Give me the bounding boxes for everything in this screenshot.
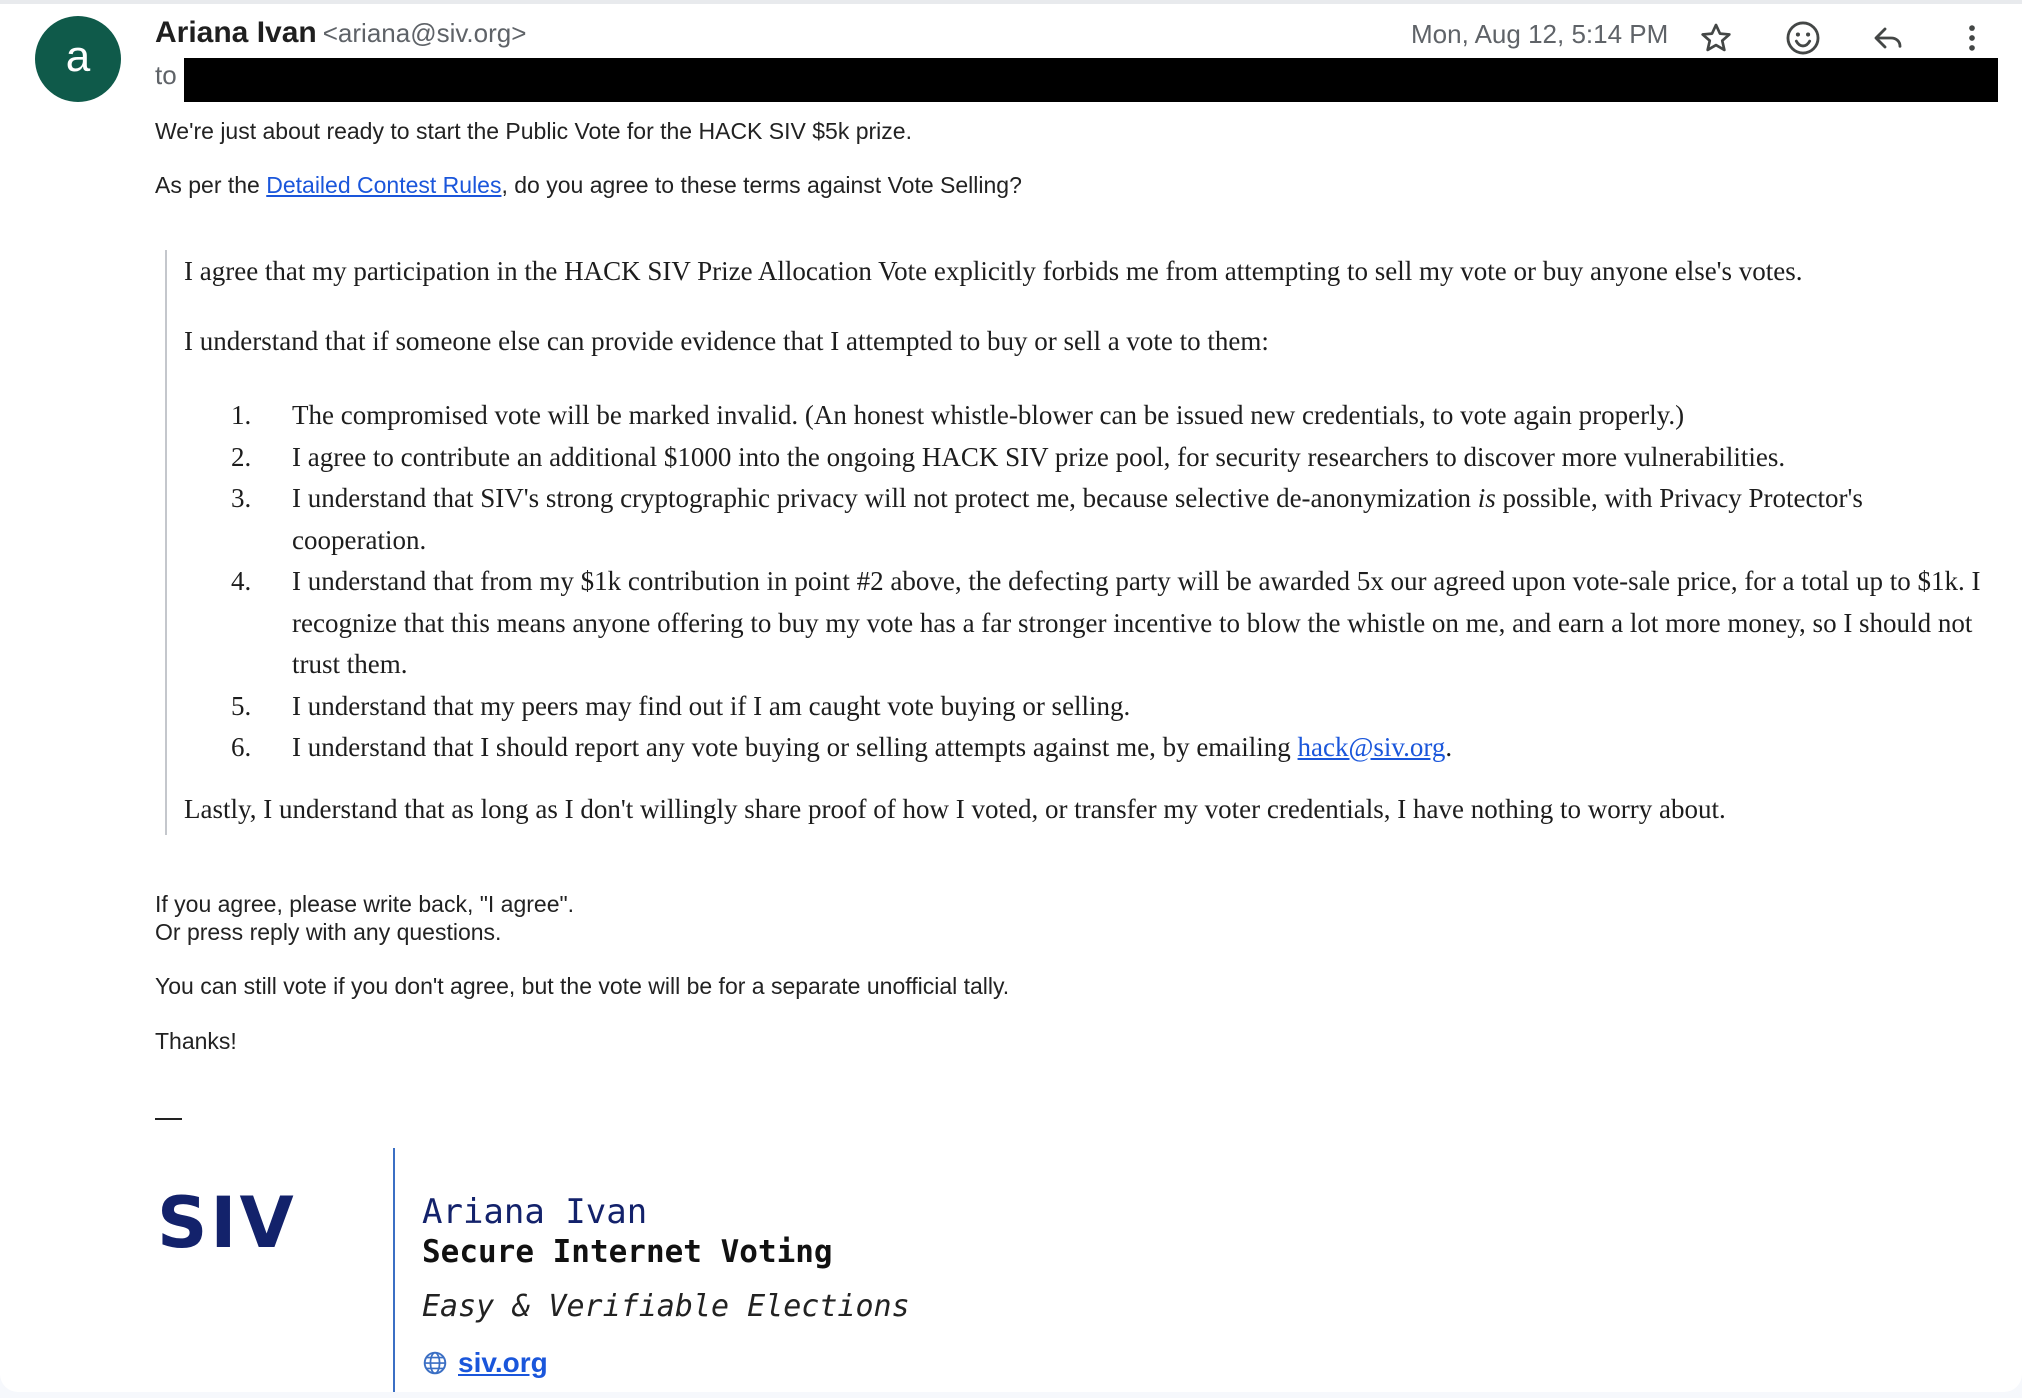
signature-divider	[393, 1148, 395, 1392]
website-link[interactable]: siv.org	[458, 1347, 548, 1378]
item-text-before: I understand that SIV's strong cryptographic privacy will not protect me, because selective de-anonymization	[292, 483, 1478, 513]
signature-separator	[155, 1118, 182, 1120]
siv-logo: SIV	[157, 1182, 297, 1264]
agree-instruction: If you agree, please write back, "I agree".	[155, 891, 575, 917]
item-text-before: I understand that I should report any vote buying or selling attempts against me, by emailing	[292, 732, 1298, 762]
avatar[interactable]: a	[35, 16, 121, 102]
agree-statement: I agree that my participation in the HACK SIV Prize Allocation Vote explicitly forbids me from attempting to sell my vote or buy anyone else's votes.	[184, 256, 1803, 286]
item-text: I understand that from my $1k contribution in point #2 above, the defecting party will be awarded 5x our agreed upon vote-sale price, for a total up to $1k. I recognize that this means anyone offering to buy my vote has a far stronger incentive to blow the whistle on me, and earn a lot more money, so I should not trust them.	[292, 566, 1981, 679]
reply-icon[interactable]	[1864, 14, 1912, 62]
item-text-after: .	[1445, 732, 1453, 762]
item-number: 5.	[231, 690, 252, 721]
more-vert-icon[interactable]	[1948, 14, 1996, 62]
item-number: 4.	[231, 566, 252, 596]
hack-email-link[interactable]: hack@siv.org	[1297, 732, 1446, 762]
list-item	[184, 437, 1984, 479]
star-icon[interactable]	[1692, 14, 1740, 62]
signature-tagline: Easy & Verifiable Elections	[422, 1289, 910, 1324]
signature-name: Ariana Ivan	[422, 1192, 648, 1232]
item-number: 1.	[231, 400, 252, 430]
list-item	[184, 478, 1984, 561]
recipient-label[interactable]: to	[155, 60, 177, 90]
item-number: 2.	[231, 441, 252, 472]
understand-statement: I understand that if someone else can provide evidence that I attempted to buy or sell a vote to them:	[184, 326, 1269, 356]
sender-line	[155, 16, 526, 50]
list-item	[184, 395, 1984, 437]
item-number: 3.	[231, 483, 252, 513]
thanks-text: Thanks!	[155, 1028, 237, 1054]
item-emphasis: is	[1477, 483, 1496, 513]
item-text: I agree to contribute an additional $1000 into the ongoing HACK SIV prize pool, for security researchers to discover more vulnerabilities.	[292, 441, 1786, 472]
signature-website	[422, 1347, 548, 1379]
terms-blockquote	[165, 250, 2013, 835]
signature-org: Secure Internet Voting	[422, 1234, 833, 1270]
item-text-after: possible, with Privacy Protector's cooperation.	[292, 483, 1863, 555]
rules-suffix: , do you agree to these terms against Vote Selling?	[501, 172, 1022, 198]
list-item	[184, 561, 1984, 686]
lastly-statement: Lastly, I understand that as long as I don't willingly share proof of how I voted, or transfer my voter credentials, I have nothing to worry about.	[184, 794, 1726, 824]
list-item	[184, 727, 1984, 769]
list-item	[184, 686, 1984, 728]
globe-icon	[422, 1350, 448, 1376]
reply-instruction: Or press reply with any questions.	[155, 919, 502, 945]
item-text: I understand that my peers may find out if I am caught vote buying or selling.	[292, 690, 1131, 721]
sender-name[interactable]: Ariana Ivan	[155, 16, 317, 49]
rules-prefix: As per the	[155, 172, 267, 198]
message-date[interactable]: Mon, Aug 12, 5:14 PM	[1411, 19, 1669, 49]
item-text: The compromised vote will be marked invalid. (An honest whistle-blower can be issued new credentials, to vote again properly.)	[292, 400, 1685, 430]
detailed-contest-rules-link[interactable]: Detailed Contest Rules	[266, 172, 502, 198]
sender-email: <ariana@siv.org>	[322, 18, 527, 48]
rules-question	[155, 172, 1022, 199]
item-number: 6.	[231, 732, 252, 762]
terms-list	[184, 395, 1984, 769]
redacted-recipients	[184, 58, 1998, 102]
intro-text: We're just about ready to start the Public Vote for the HACK SIV $5k prize.	[155, 118, 912, 144]
unofficial-tally-note: You can still vote if you don't agree, but the vote will be for a separate unofficial tally.	[155, 973, 1010, 999]
emoji-icon[interactable]	[1779, 14, 1827, 62]
